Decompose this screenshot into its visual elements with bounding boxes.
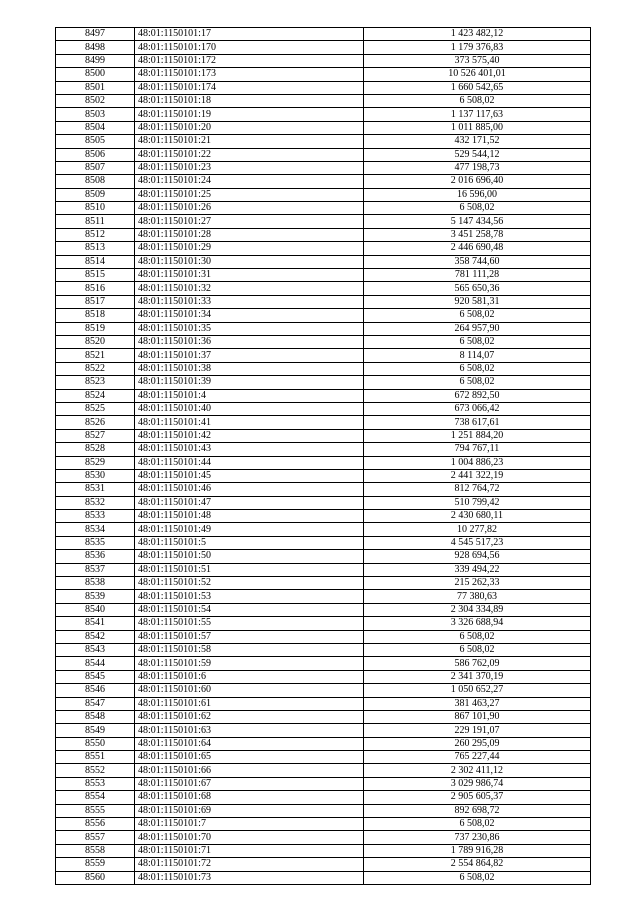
row-number-cell: 8537: [56, 563, 135, 576]
cadastral-value-cell: 920 581,31: [364, 295, 591, 308]
row-number-cell: 8514: [56, 255, 135, 268]
cadastral-number-cell: 48:01:1150101:46: [135, 483, 364, 496]
cadastral-value-cell: 673 066,42: [364, 402, 591, 415]
table-row: [56, 376, 591, 389]
row-number-cell: 8520: [56, 335, 135, 348]
table-row: [56, 724, 591, 737]
cadastral-number-cell: 48:01:1150101:47: [135, 496, 364, 509]
cadastral-number-cell: 48:01:1150101:68: [135, 791, 364, 804]
cadastral-number-cell: 48:01:1150101:69: [135, 804, 364, 817]
cadastral-value-cell: 586 762,09: [364, 657, 591, 670]
cadastral-number-cell: 48:01:1150101:65: [135, 751, 364, 764]
row-number-cell: 8523: [56, 376, 135, 389]
cadastral-value-cell: 3 029 986,74: [364, 777, 591, 790]
cadastral-value-cell: 672 892,50: [364, 389, 591, 402]
table-row: [56, 389, 591, 402]
row-number-cell: 8533: [56, 510, 135, 523]
cadastral-number-cell: 48:01:1150101:61: [135, 697, 364, 710]
row-number-cell: 8512: [56, 228, 135, 241]
cadastral-value-cell: 2 905 605,37: [364, 791, 591, 804]
table-body: [56, 28, 591, 885]
row-number-cell: 8534: [56, 523, 135, 536]
row-number-cell: 8535: [56, 536, 135, 549]
table-row: [56, 309, 591, 322]
table-row: [56, 523, 591, 536]
cadastral-value-cell: 77 380,63: [364, 590, 591, 603]
cadastral-value-cell: 2 304 334,89: [364, 603, 591, 616]
cadastral-number-cell: 48:01:1150101:57: [135, 630, 364, 643]
cadastral-value-cell: 2 430 680,11: [364, 510, 591, 523]
table-row: [56, 496, 591, 509]
table-row: [56, 737, 591, 750]
cadastral-value-cell: 2 441 322,19: [364, 469, 591, 482]
cadastral-number-cell: 48:01:1150101:19: [135, 108, 364, 121]
cadastral-number-cell: 48:01:1150101:20: [135, 121, 364, 134]
row-number-cell: 8517: [56, 295, 135, 308]
cadastral-number-cell: 48:01:1150101:25: [135, 188, 364, 201]
table-row: [56, 791, 591, 804]
cadastral-value-cell: 510 799,42: [364, 496, 591, 509]
cadastral-value-cell: 6 508,02: [364, 376, 591, 389]
row-number-cell: 8536: [56, 550, 135, 563]
cadastral-value-cell: 794 767,11: [364, 443, 591, 456]
row-number-cell: 8525: [56, 402, 135, 415]
table-row: [56, 269, 591, 282]
cadastral-value-cell: 2 341 370,19: [364, 670, 591, 683]
table-row: [56, 121, 591, 134]
cadastral-number-cell: 48:01:1150101:31: [135, 269, 364, 282]
row-number-cell: 8502: [56, 94, 135, 107]
row-number-cell: 8532: [56, 496, 135, 509]
cadastral-value-cell: 10 526 401,01: [364, 68, 591, 81]
row-number-cell: 8526: [56, 416, 135, 429]
cadastral-value-cell: 892 698,72: [364, 804, 591, 817]
cadastral-value-cell: 765 227,44: [364, 751, 591, 764]
cadastral-value-cell: 2 446 690,48: [364, 242, 591, 255]
cadastral-value-cell: 1 011 885,00: [364, 121, 591, 134]
table-row: [56, 617, 591, 630]
table-row: [56, 483, 591, 496]
table-row: [56, 94, 591, 107]
table-row: [56, 510, 591, 523]
cadastral-value-cell: 6 508,02: [364, 630, 591, 643]
row-number-cell: 8528: [56, 443, 135, 456]
row-number-cell: 8550: [56, 737, 135, 750]
table-row: [56, 804, 591, 817]
table-row: [56, 603, 591, 616]
row-number-cell: 8547: [56, 697, 135, 710]
cadastral-number-cell: 48:01:1150101:30: [135, 255, 364, 268]
table-row: [56, 349, 591, 362]
cadastral-number-cell: 48:01:1150101:18: [135, 94, 364, 107]
cadastral-value-cell: 264 957,90: [364, 322, 591, 335]
row-number-cell: 8515: [56, 269, 135, 282]
table-row: [56, 188, 591, 201]
cadastral-number-cell: 48:01:1150101:38: [135, 362, 364, 375]
row-number-cell: 8508: [56, 175, 135, 188]
table-row: [56, 215, 591, 228]
table-row: [56, 643, 591, 656]
cadastral-number-cell: 48:01:1150101:174: [135, 81, 364, 94]
table-row: [56, 108, 591, 121]
cadastral-number-cell: 48:01:1150101:43: [135, 443, 364, 456]
cadastral-value-cell: 373 575,40: [364, 54, 591, 67]
row-number-cell: 8556: [56, 818, 135, 831]
row-number-cell: 8545: [56, 670, 135, 683]
cadastral-value-cell: 381 463,27: [364, 697, 591, 710]
table-row: [56, 28, 591, 41]
row-number-cell: 8531: [56, 483, 135, 496]
cadastral-number-cell: 48:01:1150101:39: [135, 376, 364, 389]
cadastral-number-cell: 48:01:1150101:27: [135, 215, 364, 228]
table-row: [56, 402, 591, 415]
table-row: [56, 81, 591, 94]
row-number-cell: 8521: [56, 349, 135, 362]
cadastral-value-cell: 16 596,00: [364, 188, 591, 201]
cadastral-value-cell: 4 545 517,23: [364, 536, 591, 549]
row-number-cell: 8516: [56, 282, 135, 295]
table-row: [56, 831, 591, 844]
cadastral-number-cell: 48:01:1150101:71: [135, 844, 364, 857]
row-number-cell: 8501: [56, 81, 135, 94]
table-row: [56, 282, 591, 295]
cadastral-number-cell: 48:01:1150101:66: [135, 764, 364, 777]
row-number-cell: 8552: [56, 764, 135, 777]
cadastral-value-cell: 529 544,12: [364, 148, 591, 161]
table-row: [56, 710, 591, 723]
table-row: [56, 322, 591, 335]
cadastral-number-cell: 48:01:1150101:73: [135, 871, 364, 884]
cadastral-number-cell: 48:01:1150101:40: [135, 402, 364, 415]
cadastral-value-cell: 1 789 916,28: [364, 844, 591, 857]
cadastral-number-cell: 48:01:1150101:45: [135, 469, 364, 482]
cadastral-number-cell: 48:01:1150101:67: [135, 777, 364, 790]
cadastral-value-cell: 358 744,60: [364, 255, 591, 268]
cadastral-number-cell: 48:01:1150101:36: [135, 335, 364, 348]
row-number-cell: 8541: [56, 617, 135, 630]
cadastral-number-cell: 48:01:1150101:21: [135, 135, 364, 148]
cadastral-value-cell: 6 508,02: [364, 362, 591, 375]
cadastral-number-cell: 48:01:1150101:49: [135, 523, 364, 536]
cadastral-number-cell: 48:01:1150101:72: [135, 858, 364, 871]
cadastral-value-cell: 1 004 886,23: [364, 456, 591, 469]
table-row: [56, 175, 591, 188]
table-row: [56, 858, 591, 871]
cadastral-number-cell: 48:01:1150101:54: [135, 603, 364, 616]
cadastral-value-cell: 6 508,02: [364, 309, 591, 322]
cadastral-number-cell: 48:01:1150101:170: [135, 41, 364, 54]
cadastral-value-cell: 565 650,36: [364, 282, 591, 295]
cadastral-number-cell: 48:01:1150101:172: [135, 54, 364, 67]
table-row: [56, 777, 591, 790]
cadastral-number-cell: 48:01:1150101:28: [135, 228, 364, 241]
table-row: [56, 335, 591, 348]
cadastral-value-cell: 737 230,86: [364, 831, 591, 844]
cadastral-value-cell: 6 508,02: [364, 335, 591, 348]
cadastral-value-cell: 432 171,52: [364, 135, 591, 148]
cadastral-value-cell: 781 111,28: [364, 269, 591, 282]
cadastral-value-cell: 260 295,09: [364, 737, 591, 750]
table-row: [56, 684, 591, 697]
row-number-cell: 8530: [56, 469, 135, 482]
cadastral-number-cell: 48:01:1150101:37: [135, 349, 364, 362]
cadastral-value-cell: 5 147 434,56: [364, 215, 591, 228]
table-row: [56, 255, 591, 268]
cadastral-number-cell: 48:01:1150101:53: [135, 590, 364, 603]
cadastral-value-cell: 1 251 884,20: [364, 429, 591, 442]
cadastral-number-cell: 48:01:1150101:4: [135, 389, 364, 402]
row-number-cell: 8559: [56, 858, 135, 871]
table-row: [56, 550, 591, 563]
cadastral-number-cell: 48:01:1150101:60: [135, 684, 364, 697]
cadastral-number-cell: 48:01:1150101:34: [135, 309, 364, 322]
row-number-cell: 8511: [56, 215, 135, 228]
row-number-cell: 8555: [56, 804, 135, 817]
row-number-cell: 8539: [56, 590, 135, 603]
row-number-cell: 8509: [56, 188, 135, 201]
cadastral-number-cell: 48:01:1150101:5: [135, 536, 364, 549]
table-row: [56, 871, 591, 884]
row-number-cell: 8540: [56, 603, 135, 616]
row-number-cell: 8519: [56, 322, 135, 335]
cadastral-number-cell: 48:01:1150101:173: [135, 68, 364, 81]
cadastral-number-cell: 48:01:1150101:32: [135, 282, 364, 295]
table-row: [56, 657, 591, 670]
cadastral-number-cell: 48:01:1150101:35: [135, 322, 364, 335]
table-row: [56, 536, 591, 549]
row-number-cell: 8505: [56, 135, 135, 148]
cadastral-number-cell: 48:01:1150101:6: [135, 670, 364, 683]
cadastral-number-cell: 48:01:1150101:29: [135, 242, 364, 255]
row-number-cell: 8518: [56, 309, 135, 322]
row-number-cell: 8538: [56, 577, 135, 590]
cadastral-number-cell: 48:01:1150101:7: [135, 818, 364, 831]
row-number-cell: 8557: [56, 831, 135, 844]
cadastral-number-cell: 48:01:1150101:26: [135, 202, 364, 215]
row-number-cell: 8524: [56, 389, 135, 402]
row-number-cell: 8522: [56, 362, 135, 375]
cadastral-number-cell: 48:01:1150101:42: [135, 429, 364, 442]
row-number-cell: 8498: [56, 41, 135, 54]
table-row: [56, 764, 591, 777]
row-number-cell: 8554: [56, 791, 135, 804]
cadastral-value-cell: 2 016 696,40: [364, 175, 591, 188]
table-row: [56, 135, 591, 148]
cadastral-value-cell: 6 508,02: [364, 871, 591, 884]
cadastral-number-cell: 48:01:1150101:33: [135, 295, 364, 308]
row-number-cell: 8513: [56, 242, 135, 255]
row-number-cell: 8558: [56, 844, 135, 857]
cadastral-value-cell: 477 198,73: [364, 161, 591, 174]
table-row: [56, 630, 591, 643]
table-row: [56, 41, 591, 54]
cadastral-number-cell: 48:01:1150101:48: [135, 510, 364, 523]
table-row: [56, 577, 591, 590]
row-number-cell: 8500: [56, 68, 135, 81]
cadastral-value-cell: 6 508,02: [364, 818, 591, 831]
table-row: [56, 362, 591, 375]
row-number-cell: 8527: [56, 429, 135, 442]
row-number-cell: 8507: [56, 161, 135, 174]
cadastral-value-cell: 215 262,33: [364, 577, 591, 590]
cadastral-number-cell: 48:01:1150101:23: [135, 161, 364, 174]
table-row: [56, 697, 591, 710]
row-number-cell: 8551: [56, 751, 135, 764]
cadastral-value-cell: 2 302 411,12: [364, 764, 591, 777]
table-row: [56, 295, 591, 308]
table-row: [56, 242, 591, 255]
table-row: [56, 54, 591, 67]
row-number-cell: 8499: [56, 54, 135, 67]
table-row: [56, 670, 591, 683]
row-number-cell: 8510: [56, 202, 135, 215]
cadastral-number-cell: 48:01:1150101:44: [135, 456, 364, 469]
cadastral-value-cell: 6 508,02: [364, 202, 591, 215]
row-number-cell: 8504: [56, 121, 135, 134]
cadastral-value-cell: 3 451 258,78: [364, 228, 591, 241]
cadastral-value-cell: 1 423 482,12: [364, 28, 591, 41]
table-row: [56, 161, 591, 174]
cadastral-value-cell: 738 617,61: [364, 416, 591, 429]
cadastral-value-cell: 1 660 542,65: [364, 81, 591, 94]
table-row: [56, 228, 591, 241]
cadastral-value-cell: 3 326 688,94: [364, 617, 591, 630]
row-number-cell: 8549: [56, 724, 135, 737]
cadastral-value-cell: 1 137 117,63: [364, 108, 591, 121]
table-row: [56, 68, 591, 81]
cadastral-number-cell: 48:01:1150101:55: [135, 617, 364, 630]
row-number-cell: 8546: [56, 684, 135, 697]
cadastral-value-table: [55, 27, 591, 885]
cadastral-number-cell: 48:01:1150101:62: [135, 710, 364, 723]
cadastral-value-cell: 867 101,90: [364, 710, 591, 723]
cadastral-value-cell: 2 554 864,82: [364, 858, 591, 871]
table-row: [56, 590, 591, 603]
table-row: [56, 416, 591, 429]
cadastral-value-cell: 6 508,02: [364, 94, 591, 107]
table-row: [56, 148, 591, 161]
row-number-cell: 8560: [56, 871, 135, 884]
cadastral-number-cell: 48:01:1150101:51: [135, 563, 364, 576]
cadastral-value-cell: 1 179 376,83: [364, 41, 591, 54]
row-number-cell: 8497: [56, 28, 135, 41]
row-number-cell: 8542: [56, 630, 135, 643]
cadastral-value-cell: 339 494,22: [364, 563, 591, 576]
cadastral-value-cell: 928 694,56: [364, 550, 591, 563]
cadastral-number-cell: 48:01:1150101:63: [135, 724, 364, 737]
table-row: [56, 202, 591, 215]
cadastral-number-cell: 48:01:1150101:41: [135, 416, 364, 429]
cadastral-number-cell: 48:01:1150101:24: [135, 175, 364, 188]
table-row: [56, 818, 591, 831]
table-row: [56, 469, 591, 482]
table-row: [56, 751, 591, 764]
cadastral-number-cell: 48:01:1150101:22: [135, 148, 364, 161]
cadastral-number-cell: 48:01:1150101:64: [135, 737, 364, 750]
row-number-cell: 8506: [56, 148, 135, 161]
row-number-cell: 8548: [56, 710, 135, 723]
row-number-cell: 8529: [56, 456, 135, 469]
row-number-cell: 8543: [56, 643, 135, 656]
cadastral-number-cell: 48:01:1150101:70: [135, 831, 364, 844]
row-number-cell: 8553: [56, 777, 135, 790]
cadastral-number-cell: 48:01:1150101:52: [135, 577, 364, 590]
cadastral-number-cell: 48:01:1150101:50: [135, 550, 364, 563]
row-number-cell: 8544: [56, 657, 135, 670]
table-row: [56, 443, 591, 456]
row-number-cell: 8503: [56, 108, 135, 121]
cadastral-value-cell: 229 191,07: [364, 724, 591, 737]
table-row: [56, 456, 591, 469]
table-row: [56, 563, 591, 576]
cadastral-value-cell: 8 114,07: [364, 349, 591, 362]
table-row: [56, 844, 591, 857]
cadastral-number-cell: 48:01:1150101:59: [135, 657, 364, 670]
cadastral-value-cell: 1 050 652,27: [364, 684, 591, 697]
cadastral-number-cell: 48:01:1150101:17: [135, 28, 364, 41]
cadastral-value-cell: 10 277,82: [364, 523, 591, 536]
table-row: [56, 429, 591, 442]
cadastral-number-cell: 48:01:1150101:58: [135, 643, 364, 656]
cadastral-value-cell: 812 764,72: [364, 483, 591, 496]
cadastral-value-cell: 6 508,02: [364, 643, 591, 656]
